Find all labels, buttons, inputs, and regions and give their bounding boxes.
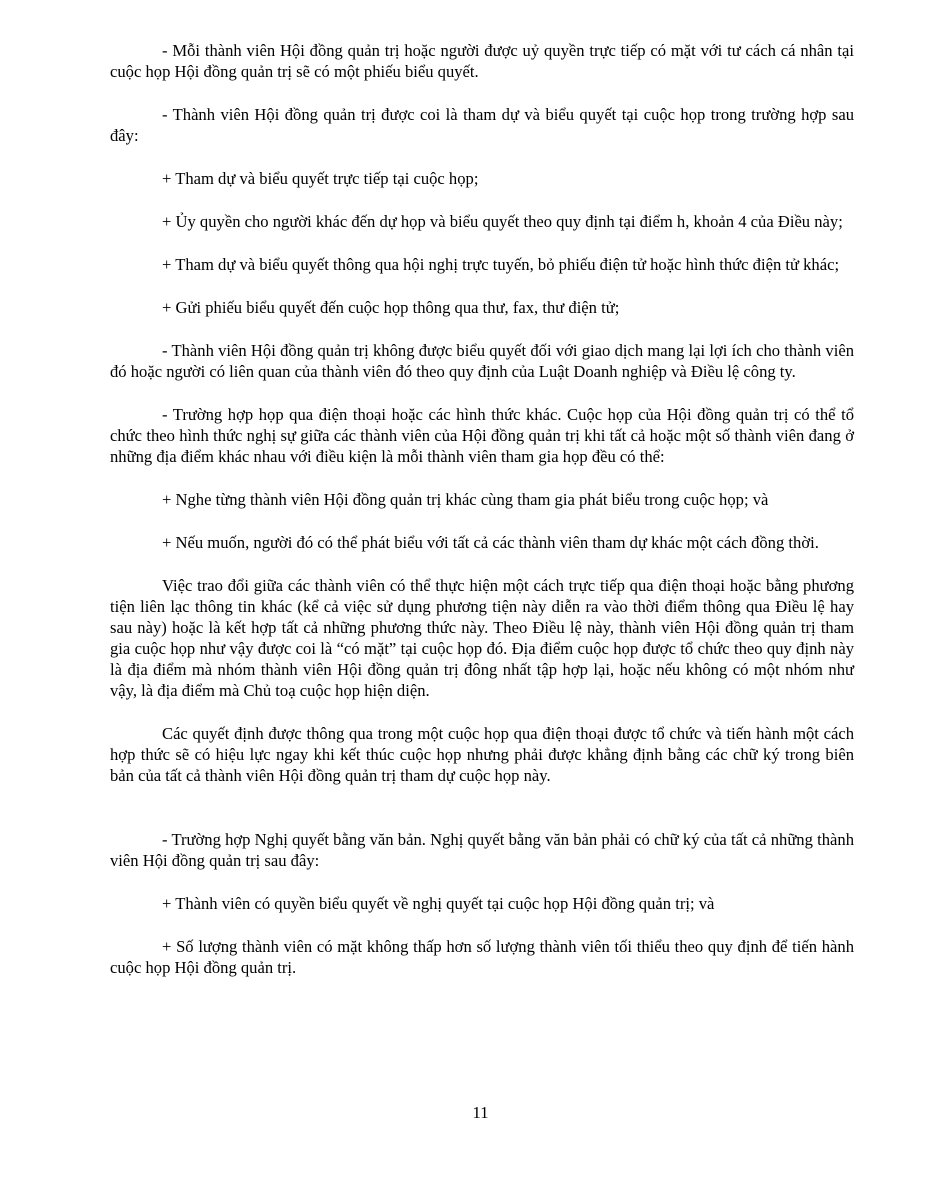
paragraph-attendance-cases: - Thành viên Hội đồng quản trị được coi là tham dự và biểu quyết tại cuộc họp trong trường hợp sau đây: — [110, 105, 854, 145]
paragraph-communication-means: Việc trao đổi giữa các thành viên có thể thực hiện một cách trực tiếp qua điện thoại hoặc bằng phương tiện liên lạc thông tin khác (kể cả việc sử dụng phương tiện này diễn ra vào thời điểm thông qua Điều lệ hay sau này) hoặc là kết hợp tất cả những phương thức này. Theo Điều lệ này, thành viên Hội đồng quản trị tham gia cuộc họp như vậy được coi là “có mặt” tại cuộc họp đó. Địa điểm cuộc họp được tổ chức theo quy định này là địa điểm mà nhóm thành viên Hội đồng quản trị đông nhất tập hợp lại, hoặc nếu không có một nhóm như vậy, là địa điểm mà Chủ toạ cuộc họp hiện diện. — [110, 576, 854, 700]
page-number: 11 — [472, 1103, 489, 1122]
paragraph-written-resolution: - Trường hợp Nghị quyết bằng văn bản. Nghị quyết bằng văn bản phải có chữ ký của tất cả những thành viên Hội đồng quản trị sau đây: — [110, 830, 854, 870]
list-item-speak-to-all: + Nếu muốn, người đó có thể phát biểu với tất cả các thành viên tham dự khác một cách đồng thời. — [162, 533, 819, 552]
list-item-voting-members: + Thành viên có quyền biểu quyết về nghị quyết tại cuộc họp Hội đồng quản trị; và — [162, 894, 715, 913]
document-page — [110, 40, 854, 978]
list-item-mail-vote: + Gửi phiếu biểu quyết đến cuộc họp thông qua thư, fax, thư điện tử; — [162, 298, 620, 317]
list-item-quorum: + Số lượng thành viên có mặt không thấp hơn số lượng thành viên tối thiểu theo quy định để tiến hành cuộc họp Hội đồng quản trị. — [110, 937, 854, 977]
list-item-online-conference: + Tham dự và biểu quyết thông qua hội nghị trực tuyến, bỏ phiếu điện tử hoặc hình thức điện tử khác; — [162, 255, 840, 274]
paragraph-conflict-of-interest: - Thành viên Hội đồng quản trị không được biểu quyết đối với giao dịch mang lại lợi ích cho thành viên đó hoặc người có liên quan của thành viên đó theo quy định của Luật Doanh nghiệp và Điều lệ công ty. — [110, 341, 854, 381]
list-item-direct-attendance: + Tham dự và biểu quyết trực tiếp tại cuộc họp; — [162, 169, 479, 188]
paragraph-phone-meeting-decisions: Các quyết định được thông qua trong một cuộc họp qua điện thoại được tổ chức và tiến hành một cách hợp thức sẽ có hiệu lực ngay khi kết thúc cuộc họp nhưng phải được khẳng định bằng các chữ ký trong biên bản của tất cả thành viên Hội đồng quản trị tham dự cuộc họp này. — [110, 724, 854, 785]
list-item-hear-members: + Nghe từng thành viên Hội đồng quản trị khác cùng tham gia phát biểu trong cuộc họp; và — [162, 490, 769, 509]
paragraph-voting-right: - Mỗi thành viên Hội đồng quản trị hoặc người được uỷ quyền trực tiếp có mặt với tư cách cá nhân tại cuộc họp Hội đồng quản trị sẽ có một phiếu biểu quyết. — [110, 41, 854, 81]
list-item-proxy: + Ủy quyền cho người khác đến dự họp và biểu quyết theo quy định tại điểm h, khoản 4 của Điều này; — [162, 212, 843, 231]
paragraph-phone-meeting: - Trường hợp họp qua điện thoại hoặc các hình thức khác. Cuộc họp của Hội đồng quản trị có thể tổ chức theo hình thức nghị sự giữa các thành viên của Hội đồng quản trị khi tất cả hoặc một số thành viên đang ở những địa điểm khác nhau với điều kiện là mỗi thành viên tham gia họp đều có thể: — [110, 405, 854, 466]
